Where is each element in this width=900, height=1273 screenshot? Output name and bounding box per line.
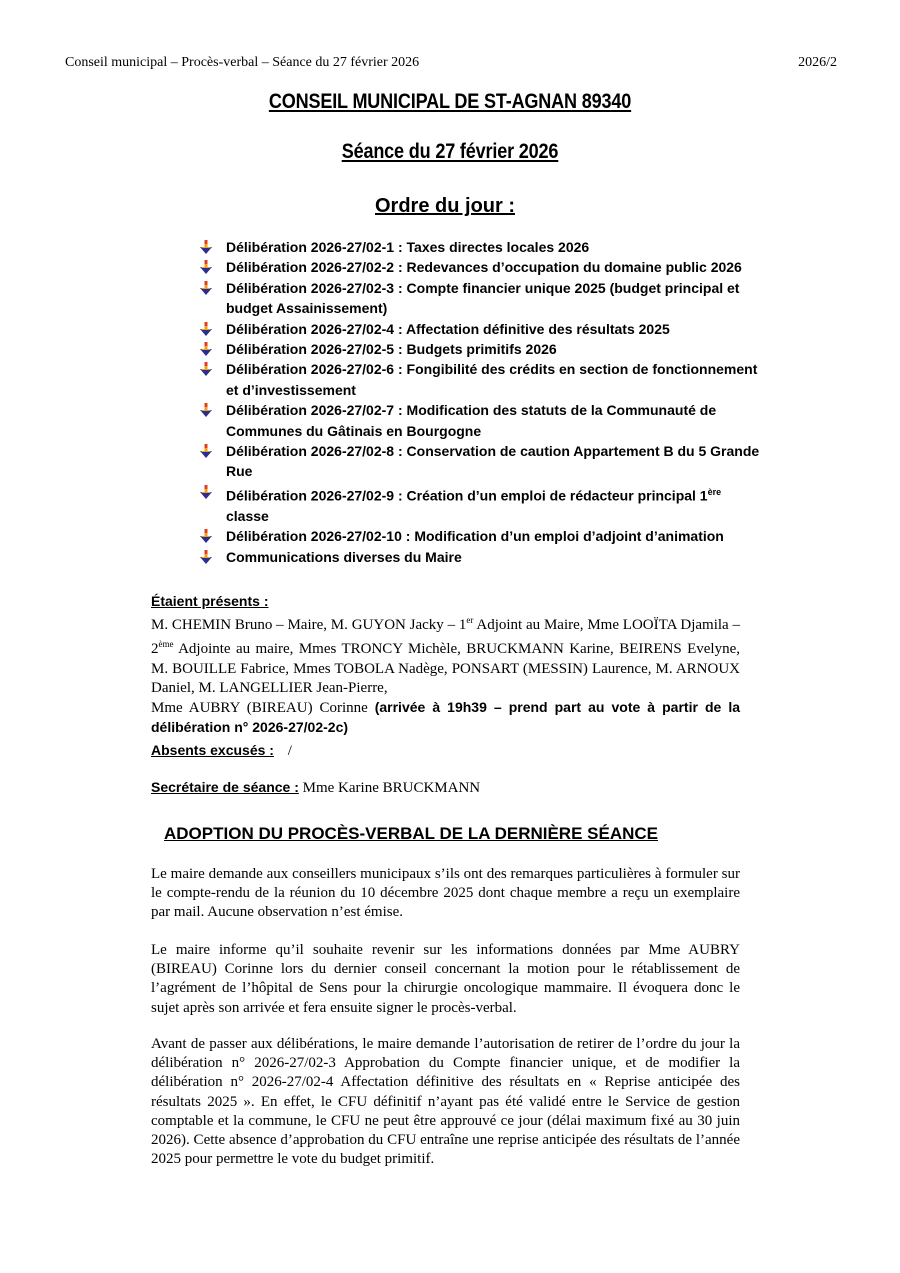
absent-line [151,741,740,761]
arrival-note: (arrivée à 19h39 – prend part au vote à partir de la délibération n° 2026-27/02-2c) [151,699,741,736]
present-list [151,611,740,738]
down-arrow-bullet-icon [200,342,212,356]
agenda-item-ref: Délibération 2026-27/02-6 : [226,361,403,378]
agenda-list [196,237,766,567]
present-text-2: Adjoint au Maire, Mme LOOÏTA Djamila – 2 [151,617,740,658]
down-arrow-bullet-icon [200,550,212,564]
secretary-label: Secrétaire de séance : [151,779,299,795]
present-sup-2: ème [158,639,174,650]
agenda-item-ref: Délibération 2026-27/02-9 : [226,487,403,504]
paragraph-3 [151,1035,740,1169]
agenda-item-text: Fongibilité des crédits en section de fonctionnement et d’investissement [226,361,758,398]
agenda-item-ref: Délibération 2026-27/02-1 : [226,239,403,255]
present-text-1: M. CHEMIN Bruno – Maire, M. GUYON Jacky – 1 [151,617,467,634]
down-arrow-bullet-icon [200,281,212,295]
agenda-item [196,526,766,546]
down-arrow-bullet-icon [200,529,212,543]
agenda-item-text: Conservation de caution Appartement B du 5 Grande Rue [226,443,760,480]
section-title: ADOPTION DU PROCÈS-VERBAL DE LA DERNIÈRE SÉANCE [164,824,658,843]
agenda-item-text: Compte financier unique 2025 (budget principal et budget Assainissement) [226,279,740,317]
agenda-heading: Ordre du jour : [375,195,515,217]
agenda-item-ref: Délibération 2026-27/02-5 : [226,341,403,358]
secretary-line [151,778,740,798]
down-arrow-bullet-icon [200,485,212,499]
agenda-item-text: Modification des statuts de la Communauté de Communes du Gâtinais en Bourgogne [226,402,717,439]
agenda-item [196,339,766,359]
page-number: 2026/2 [798,55,837,70]
agenda-item-text: Communications diverses du Maire [226,548,462,565]
agenda-item [196,278,766,319]
down-arrow-bullet-icon [200,322,212,336]
agenda-item-text: Affectation définitive des résultats 2025 [406,320,670,337]
agenda-item-text: Redevances d’occupation du domaine public 2026 [406,259,742,276]
attendance-block [151,592,740,738]
agenda-item-ref: Délibération 2026-27/02-3 : [226,279,403,296]
agenda-item-tail: classe [226,507,269,524]
document-title: CONSEIL MUNICIPAL DE ST-AGNAN 89340 [268,90,632,113]
agenda-item-text: Modification d’un emploi d’adjoint d’animation [414,528,724,545]
present-text-3: Adjointe au maire, Mmes TRONCY Michèle, BRUCKMANN Karine, BEIRENS Evelyne, M. BOUILLE Fabrice, Mmes TOBOLA Nadège, PONSART (MESSIN) Laurence, M. ARNOUX Daniel, M. LANGELLIER Jean-Pierre, [151,641,740,696]
agenda-item-ref: Délibération 2026-27/02-7 : [226,402,403,419]
header-left: Conseil municipal – Procès-verbal – Séance du 27 février 2026 [65,55,420,70]
agenda-item-text: Taxes directes locales 2026 [406,239,590,255]
absent-value: / [287,743,292,759]
agenda-item [196,237,766,257]
agenda-item-ref: Délibération 2026-27/02-10 : [226,528,411,545]
paragraph-2 [151,941,740,1018]
agenda-item-text: Budgets primitifs 2026 [406,341,557,358]
agenda-item-ref: Délibération 2026-27/02-2 : [226,259,403,276]
agenda-item-sup: ère [707,486,722,497]
agenda-item-text: Création d’un emploi de rédacteur principal 1 [406,487,708,504]
agenda-item [196,400,766,441]
paragraph-1-text: Le maire demande aux conseillers municipaux s’ils ont des remarques particulières à formuler sur le compte-rendu de la réunion du 10 décembre 2025 dont chaque membre a reçu un exemplaire par mail. Aucune observation n’est émise. [151,866,740,921]
down-arrow-bullet-icon [200,403,212,417]
present-sup-1: er [466,615,474,626]
agenda-item [196,319,766,339]
agenda-item [196,441,766,482]
present-text-4: Mme AUBRY (BIREAU) Corinne [151,700,375,717]
down-arrow-bullet-icon [200,362,212,376]
present-label: Étaient présents : [151,593,269,609]
paragraph-1 [151,865,740,923]
down-arrow-bullet-icon [200,444,212,458]
agenda-item-ref: Délibération 2026-27/02-4 : [226,320,403,337]
agenda-item [196,547,766,567]
paragraph-2-text: Le maire informe qu’il souhaite revenir sur les informations données par Mme AUBRY (BIREAU) Corinne lors du dernier conseil concernant la motion pour le rétablissement de l’agrément de l’hôpital de Sens pour la chirurgie oncologique mammaire. Il évoquera donc le sujet après son arrivée et fera ensuite signer le procès-verbal. [151,942,740,1016]
down-arrow-bullet-icon [200,260,212,274]
absent-label: Absents excusés : [151,742,274,758]
secretary-value: Mme Karine BRUCKMANN [298,780,481,796]
agenda-item [196,359,766,400]
agenda-item-ref: Délibération 2026-27/02-8 : [226,443,403,460]
running-header [65,55,837,71]
agenda-item [196,257,766,277]
paragraph-3-text: Avant de passer aux délibérations, le maire demande l’autorisation de retirer de l’ordre du jour la délibération n° 2026-27/02-3 Approbation du Compte financier unique, et de modifier la délibération n° 2026-27/02-4 Affectation définitive des résultats en « Reprise anticipée des résultats 2025 ». En effet, le CFU définitif n’ayant pas été validé entre le Service de gestion comptable et la commune, le CFU ne peut être approuvé ce jour (délai maximum fixé au 30 juin 2026). Cette absence d’approbation du CFU entraîne une reprise anticipée des résultats de l’année 2025 pour permettre le vote du budget primitif. [151,1036,740,1168]
session-date-title: Séance du 27 février 2026 [341,140,559,163]
agenda-item [196,482,766,526]
down-arrow-bullet-icon [200,240,212,254]
